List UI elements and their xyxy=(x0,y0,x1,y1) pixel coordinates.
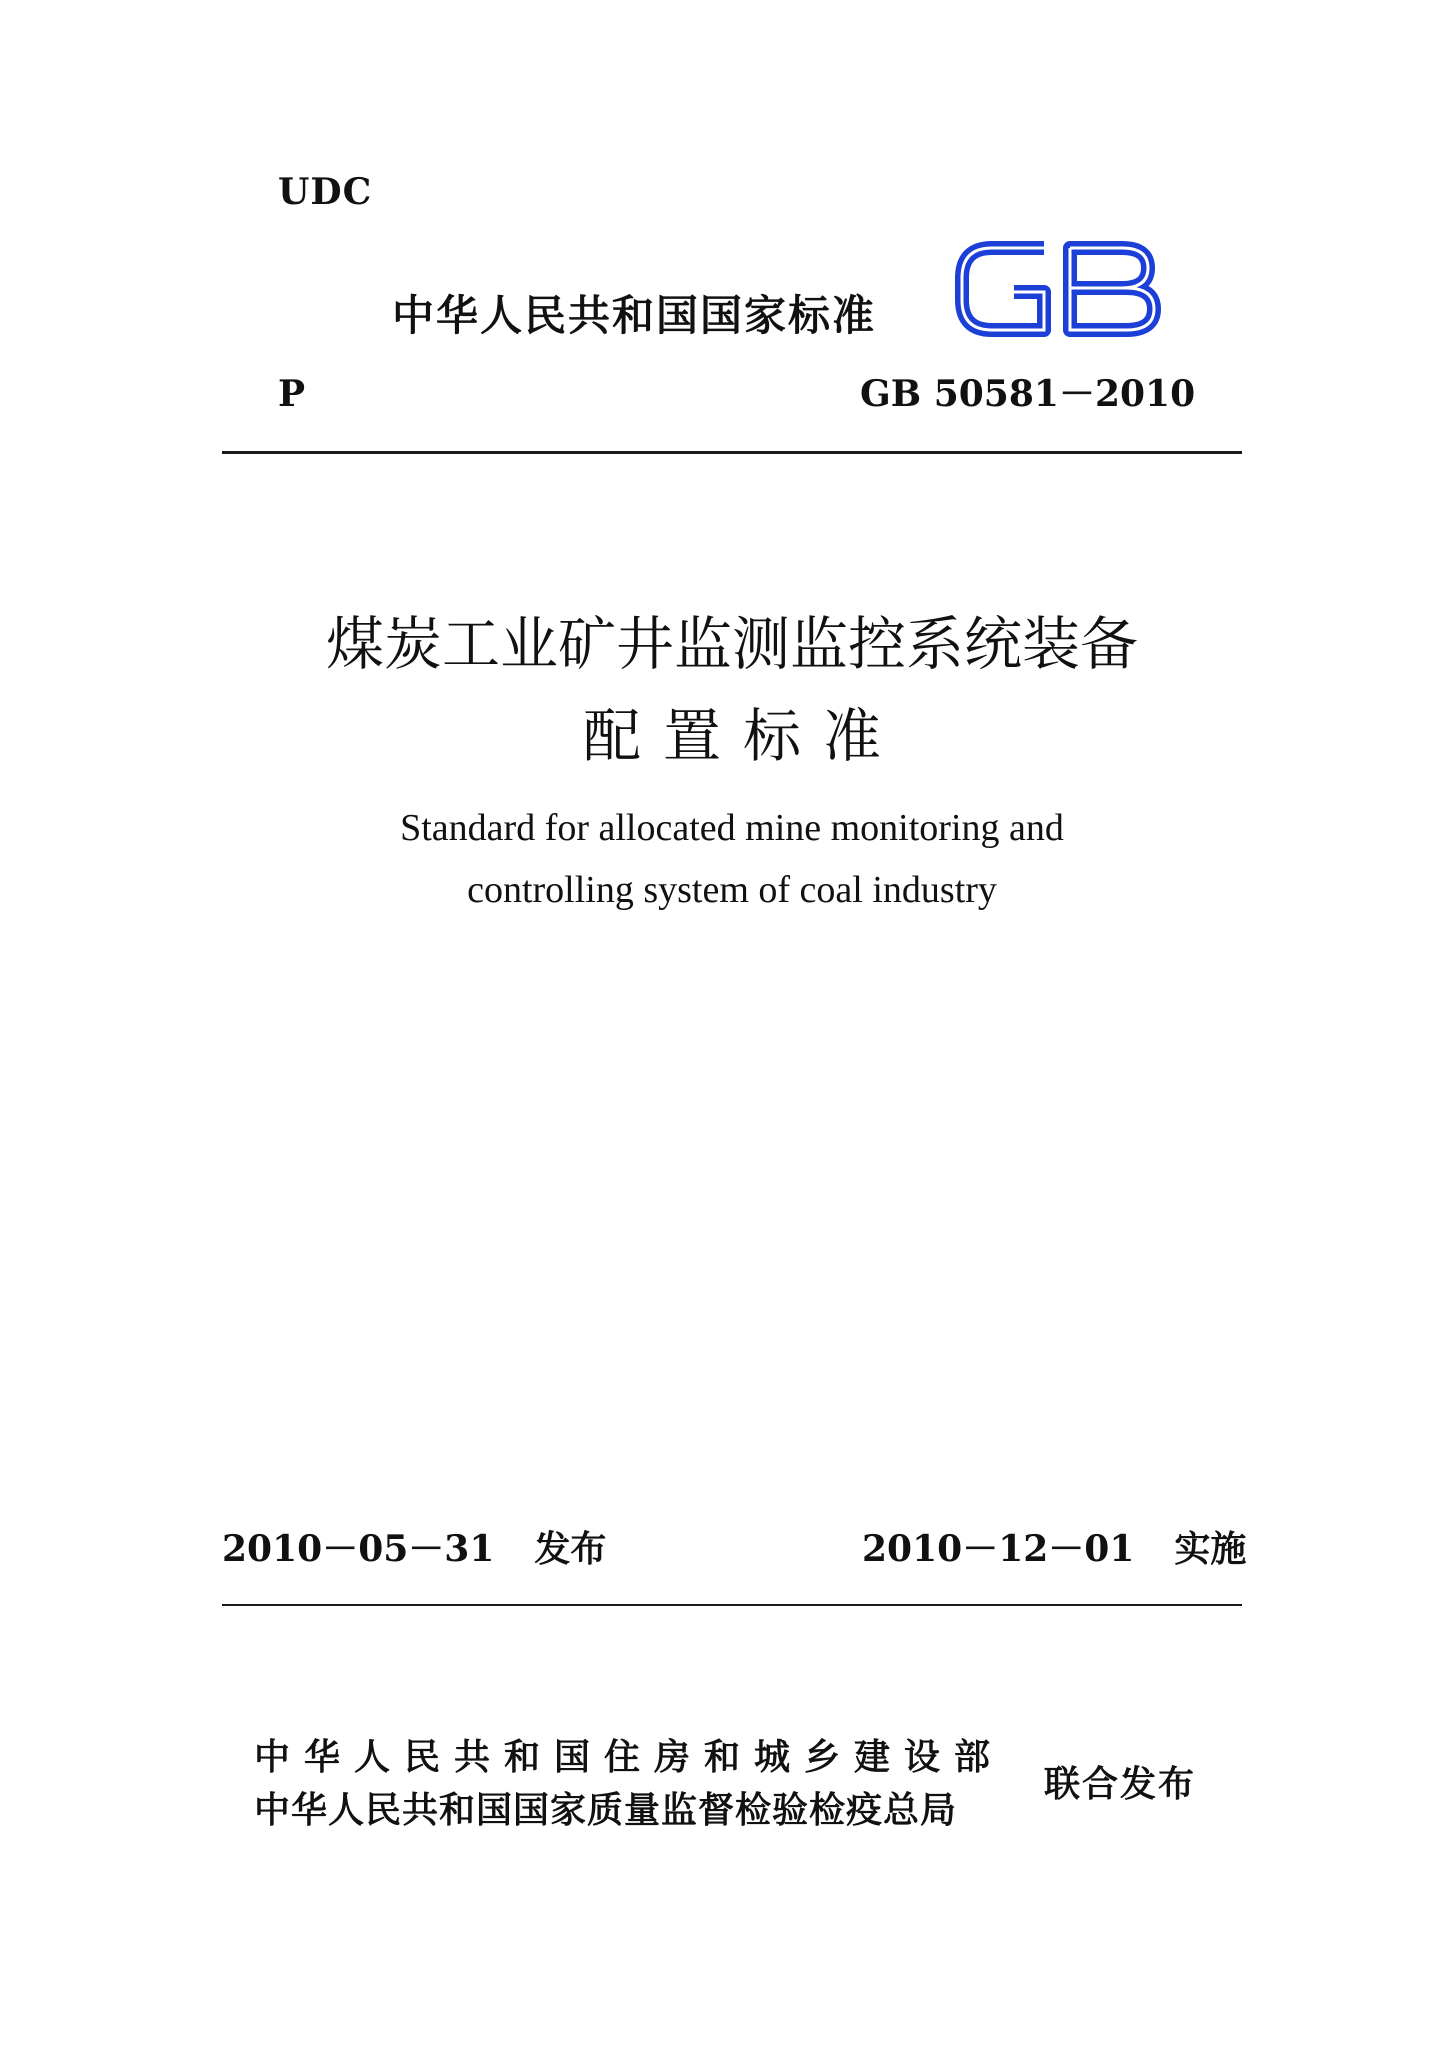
standard-number: GB 50581－2010 xyxy=(860,373,1196,415)
implementation-date-group xyxy=(862,1526,1247,1573)
publisher-ministry-housing: 中华人民共和国住房和城乡建设部 xyxy=(254,1737,1005,1778)
publisher-aqsiq: 中华人民共和国国家质量监督检验检疫总局 xyxy=(254,1790,958,1831)
issue-label: 发布 xyxy=(534,1529,607,1570)
implementation-date: 2010－12－01 xyxy=(862,1528,1135,1570)
title-chinese-line1: 煤炭工业矿井监测监控系统装备 xyxy=(325,610,1138,678)
national-standard-heading: 中华人民共和国国家标准 xyxy=(392,291,877,340)
title-english-line2: controlling system of coal industry xyxy=(467,869,997,911)
issue-date-group xyxy=(222,1526,606,1573)
title-chinese-line2: 配置标准 xyxy=(582,702,903,770)
top-divider xyxy=(222,451,1242,454)
implementation-label: 实施 xyxy=(1174,1529,1247,1570)
joint-publication-label: 联合发布 xyxy=(1044,1764,1197,1805)
gb-logo xyxy=(952,234,1164,342)
issue-date: 2010－05－31 xyxy=(222,1528,495,1570)
classification-code: P xyxy=(278,373,306,415)
title-english-line1: Standard for allocated mine monitoring and xyxy=(400,807,1064,849)
bottom-divider xyxy=(222,1604,1242,1606)
udc-label: UDC xyxy=(278,171,373,213)
